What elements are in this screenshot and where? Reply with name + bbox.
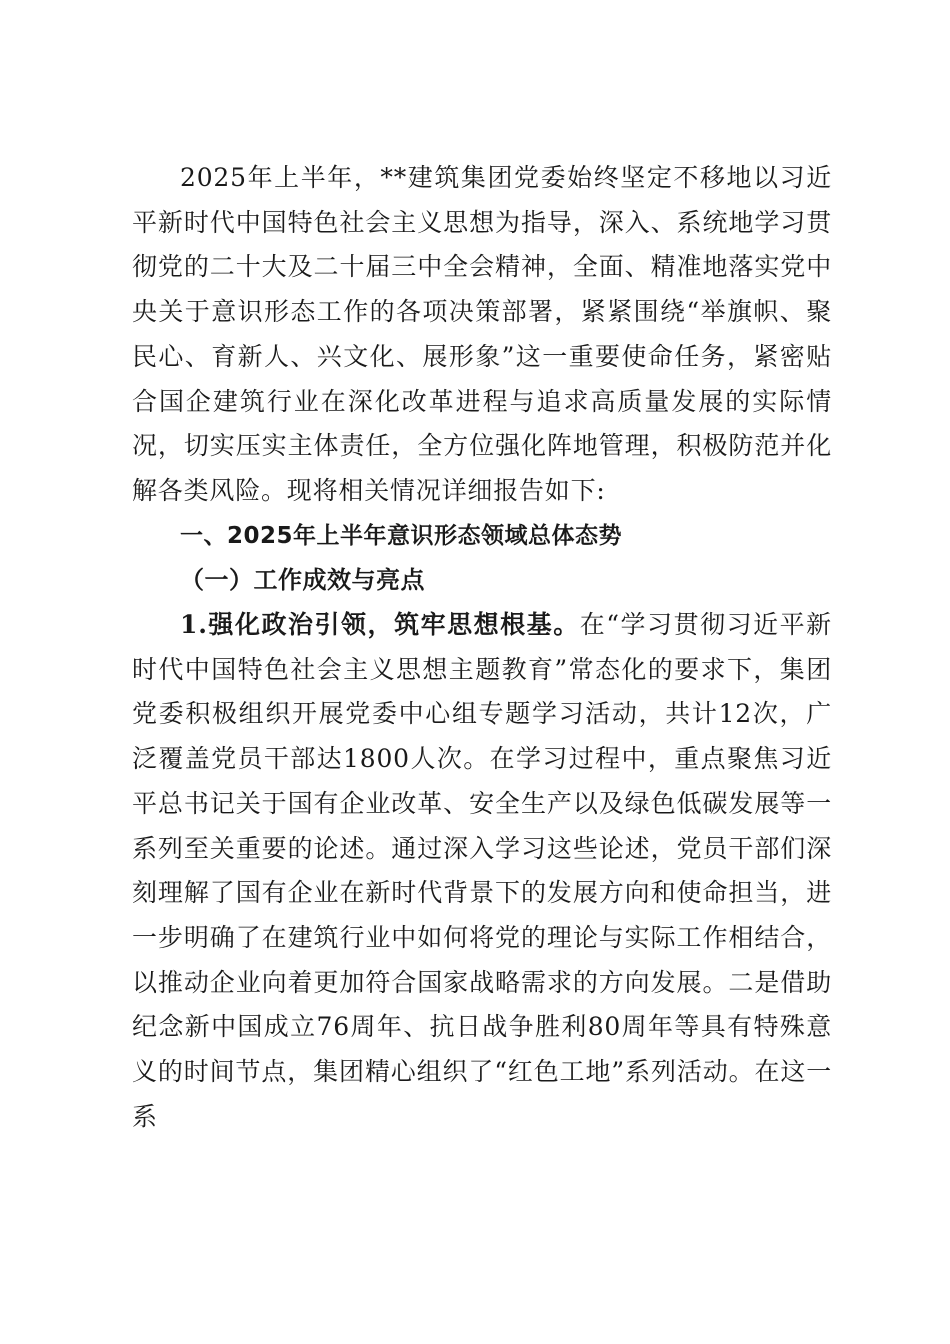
item-1-lead: 1.强化政治引领，筑牢思想根基。 xyxy=(180,610,580,640)
document-body xyxy=(132,156,832,1139)
intro-paragraph: 2025年上半年，**建筑集团党委始终坚定不移地以习近平新时代中国特色社会主义思想为指导，深入、系统地学习贯彻党的二十大及二十届三中全会精神，全面、精准地落实党中央关于意识形态工作的各项决策部署，紧紧围绕“举旗帜、聚民心、育新人、兴文化、展形象”这一重要使命任务，紧密贴合国企建筑行业在深化改革进程与追求高质量发展的实际情况，切实压实主体责任，全方位强化阵地管理，积极防范并化解各类风险。现将相关情况详细报告如下: xyxy=(132,163,832,505)
item-1-paragraph xyxy=(132,603,832,1139)
item-1-body: 在“学习贯彻习近平新时代中国特色社会主义思想主题教育”常态化的要求下，集团党委积极组织开展党委中心组专题学习活动，共计12次，广泛覆盖党员干部达1800人次。在学习过程中，重点聚焦习近平总书记关于国有企业改革、安全生产以及绿色低碳发展等一系列至关重要的论述。通过深入学习这些论述，党员干部们深刻理解了国有企业在新时代背景下的发展方向和使命担当，进一步明确了在建筑行业中如何将党的理论与实际工作相结合，以推动企业向着更加符合国家战略需求的方向发展。二是借助纪念新中国成立76周年、抗日战争胜利80周年等具有特殊意义的时间节点，集团精心组织了“红色工地”系列活动。在这一系 xyxy=(132,610,832,1131)
subsection-heading: （一）工作成效与亮点 xyxy=(180,565,425,595)
section-heading: 一、2025年上半年意识形态领域总体态势 xyxy=(180,522,623,549)
